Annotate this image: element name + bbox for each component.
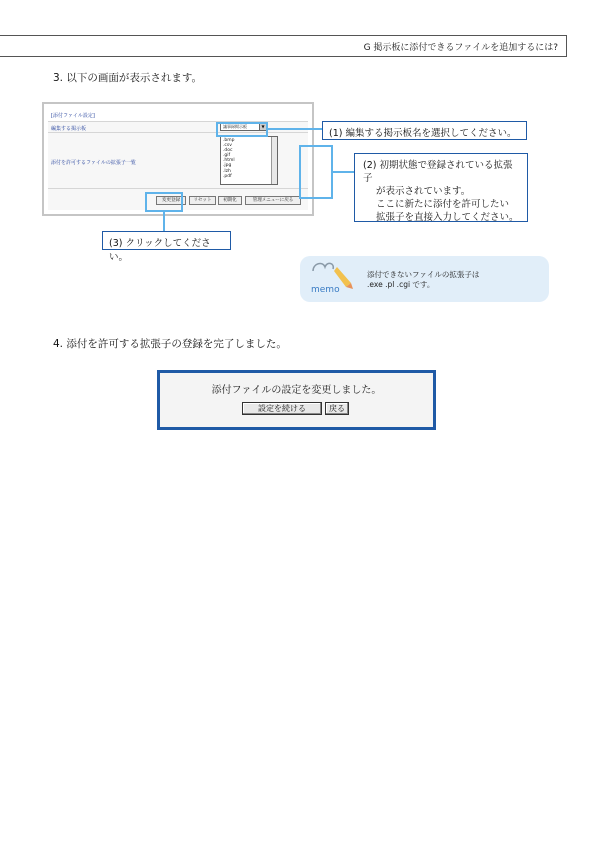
back-button[interactable]: 戻る xyxy=(325,402,349,415)
connector-line xyxy=(268,128,322,130)
completion-screenshot xyxy=(157,370,436,430)
initialize-button[interactable]: 初期化 xyxy=(218,196,242,205)
reset-button[interactable]: リセット xyxy=(189,196,216,205)
back-to-admin-menu-button[interactable]: 管理メニューに戻る xyxy=(245,196,301,205)
memo-line: 添付できないファイルの拡張子は xyxy=(367,270,480,279)
step-4-heading: 4. 添付を許可する拡張子の登録を完了しました。 xyxy=(53,338,287,350)
extensions-row xyxy=(48,133,308,189)
extensions-textarea[interactable] xyxy=(220,136,278,185)
section-title: [添付ファイル設定] xyxy=(48,108,308,122)
callout-line: (2) 初期状態で登録されている拡張子 xyxy=(363,160,513,184)
extension-item: .pdf xyxy=(223,173,232,179)
extensions-highlight xyxy=(299,145,333,199)
completion-message: 添付ファイルの設定を変更しました。 xyxy=(211,385,382,396)
scrollbar[interactable] xyxy=(271,137,277,184)
callout-line: 拡張子を直接入力してください。 xyxy=(376,212,519,223)
memo-line: .exe .pl .cgi です。 xyxy=(367,280,435,289)
connector-line xyxy=(333,171,354,173)
extensions-label: 添付を許可するファイルの拡張子一覧 xyxy=(51,160,136,166)
extension-item: .doc xyxy=(223,148,233,154)
save-button-highlight xyxy=(145,192,183,212)
callout-extensions xyxy=(354,153,528,222)
chevron-down-icon: ▼ xyxy=(259,124,266,130)
save-changes-button[interactable]: 変更登録 xyxy=(156,196,186,205)
callout-click: (3) クリックしてください。 xyxy=(102,231,231,250)
extension-item: .csv xyxy=(223,143,232,149)
callout-line: ここに新たに添付を許可したい xyxy=(376,199,510,210)
header-title: G 掲示板に添付できるファイルを追加するには? xyxy=(363,43,558,53)
memo-label: memo xyxy=(311,285,340,295)
memo-note xyxy=(300,256,549,302)
callout-select-board: (1) 編集する掲示板名を選択してください。 xyxy=(322,121,527,140)
connector-line xyxy=(163,212,165,231)
header-bar xyxy=(0,35,567,57)
board-select-highlight xyxy=(216,122,268,137)
callout-line: が表示されています。 xyxy=(376,186,471,197)
extension-item: .html xyxy=(223,158,235,164)
extension-item: .bmp xyxy=(223,138,235,143)
board-select-value: 議事録掲示板 xyxy=(223,124,247,129)
extension-item: .gif xyxy=(223,153,231,159)
memo-pencil-icon xyxy=(307,257,362,299)
board-label: 編集する掲示板 xyxy=(51,126,87,132)
extension-item: .jpg xyxy=(223,163,232,169)
step-3-heading: 3. 以下の画面が表示されます。 xyxy=(53,72,203,84)
continue-settings-button[interactable]: 設定を続ける xyxy=(242,402,322,415)
memo-text xyxy=(367,270,479,290)
extension-item: .lzh xyxy=(223,168,231,174)
